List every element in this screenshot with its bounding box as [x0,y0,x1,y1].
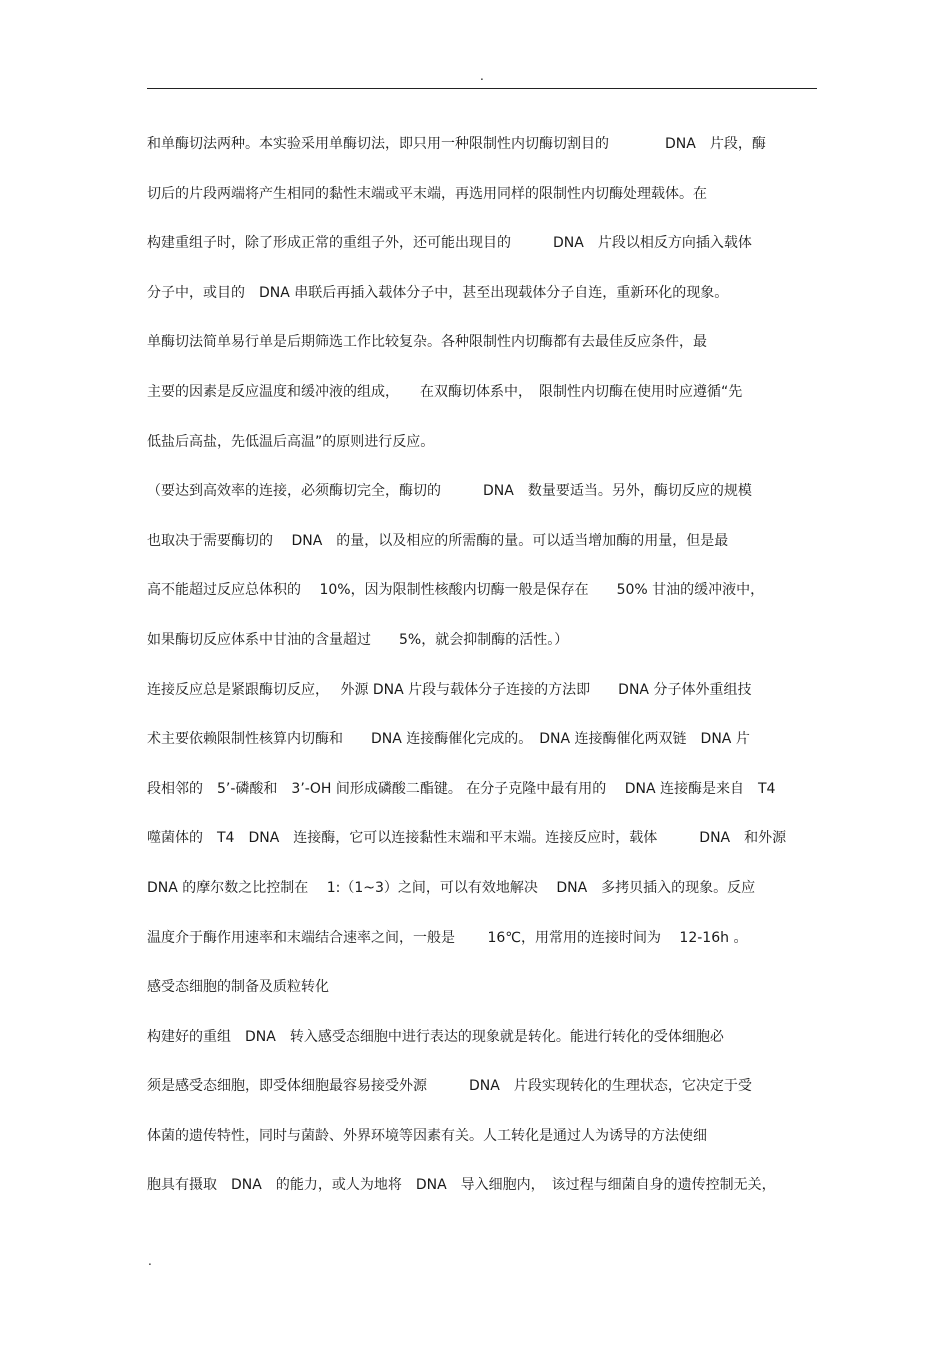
document-body [147,128,817,1219]
text-line: DNA 的摩尔数之比控制在 1:（1~3）之间，可以有效地解决 DNA 多拷贝插入的现象。反应 [147,879,756,896]
text-line: 也取决于需要酶切的 DNA 的量，以及相应的所需酶的量。可以适当增加酶的用量，但是最 [147,532,729,549]
text-line: 切后的片段两端将产生相同的黏性末端或平末端，再选用同样的限制性内切酶处理载体。在 [147,185,707,202]
text-line: 胞具有摄取 DNA 的能力，或人为地将 DNA 导入细胞内， 该过程与细菌自身的遗传控制无关， [147,1177,776,1194]
text-line: 如果酶切反应体系中甘油的含量超过 5%，就会抑制酶的活性。） [147,631,569,648]
text-line: 构建好的重组 DNA 转入感受态细胞中进行表达的现象就是转化。能进行转化的受体细胞必 [147,1028,724,1045]
text-line: 低盐后高盐，先低温后高温”的原则进行反应。 [147,433,435,450]
text-line: 噬菌体的 T4 DNA 连接酶，它可以连接黏性末端和平末端。连接反应时，载体 DNA 和外源 [147,830,787,847]
text-line: 术主要依赖限制性核算内切酶和 DNA 连接酶催化完成的。 DNA 连接酶催化两双链 DNA 片 [147,731,750,748]
text-line: 和单酶切法两种。本实验采用单酶切法，即只用一种限制性内切酶切割目的 DNA 片段，酶 [147,136,766,152]
text-line: 构建重组子时，除了形成正常的重组子外，还可能出现目的 DNA 片段以相反方向插入载体 [147,235,752,252]
header-rule [147,88,817,89]
text-line: 分子中，或目的 DNA 串联后再插入载体分子中，甚至出现载体分子自连，重新环化的现象。 [147,284,729,301]
text-line: （要达到高效率的连接，必须酶切完全，酶切的 DNA 数量要适当。另外，酶切反应的规模 [147,483,752,500]
text-line: 高不能超过反应总体积的 10%，因为限制性核酸内切酶一般是保存在 50% 甘油的缓冲液中， [147,582,765,599]
text-line: 体菌的遗传特性，同时与菌龄、外界环境等因素有关。人工转化是通过人为诱导的方法使细 [147,1127,707,1144]
text-line: 单酶切法简单易行单是后期筛选工作比较复杂。各种限制性内切酶都有去最佳反应条件，最 [147,334,707,351]
footer-mark: . [148,1254,152,1268]
text-line: 温度介于酶作用速率和末端结合速率之间，一般是 16℃，用常用的连接时间为 12-16h 。 [147,929,748,946]
text-line: 段相邻的 5’-磷酸和 3’-OH 间形成磷酸二酯键。 在分子克隆中最有用的 DNA 连接酶是来自 T4 [147,780,776,797]
text-line: 须是感受态细胞，即受体细胞最容易接受外源 DNA 片段实现转化的生理状态，它决定于受 [147,1078,752,1095]
header-mark: . [480,69,484,83]
text-line: 连接反应总是紧跟酶切反应， 外源 DNA 片段与载体分子连接的方法即 DNA 分子体外重组技 [147,681,752,698]
section-heading: 感受态细胞的制备及质粒转化 [147,979,329,996]
text-line: 主要的因素是反应温度和缓冲液的组成， 在双酶切体系中， 限制性内切酶在使用时应遵循“先 [147,383,743,400]
